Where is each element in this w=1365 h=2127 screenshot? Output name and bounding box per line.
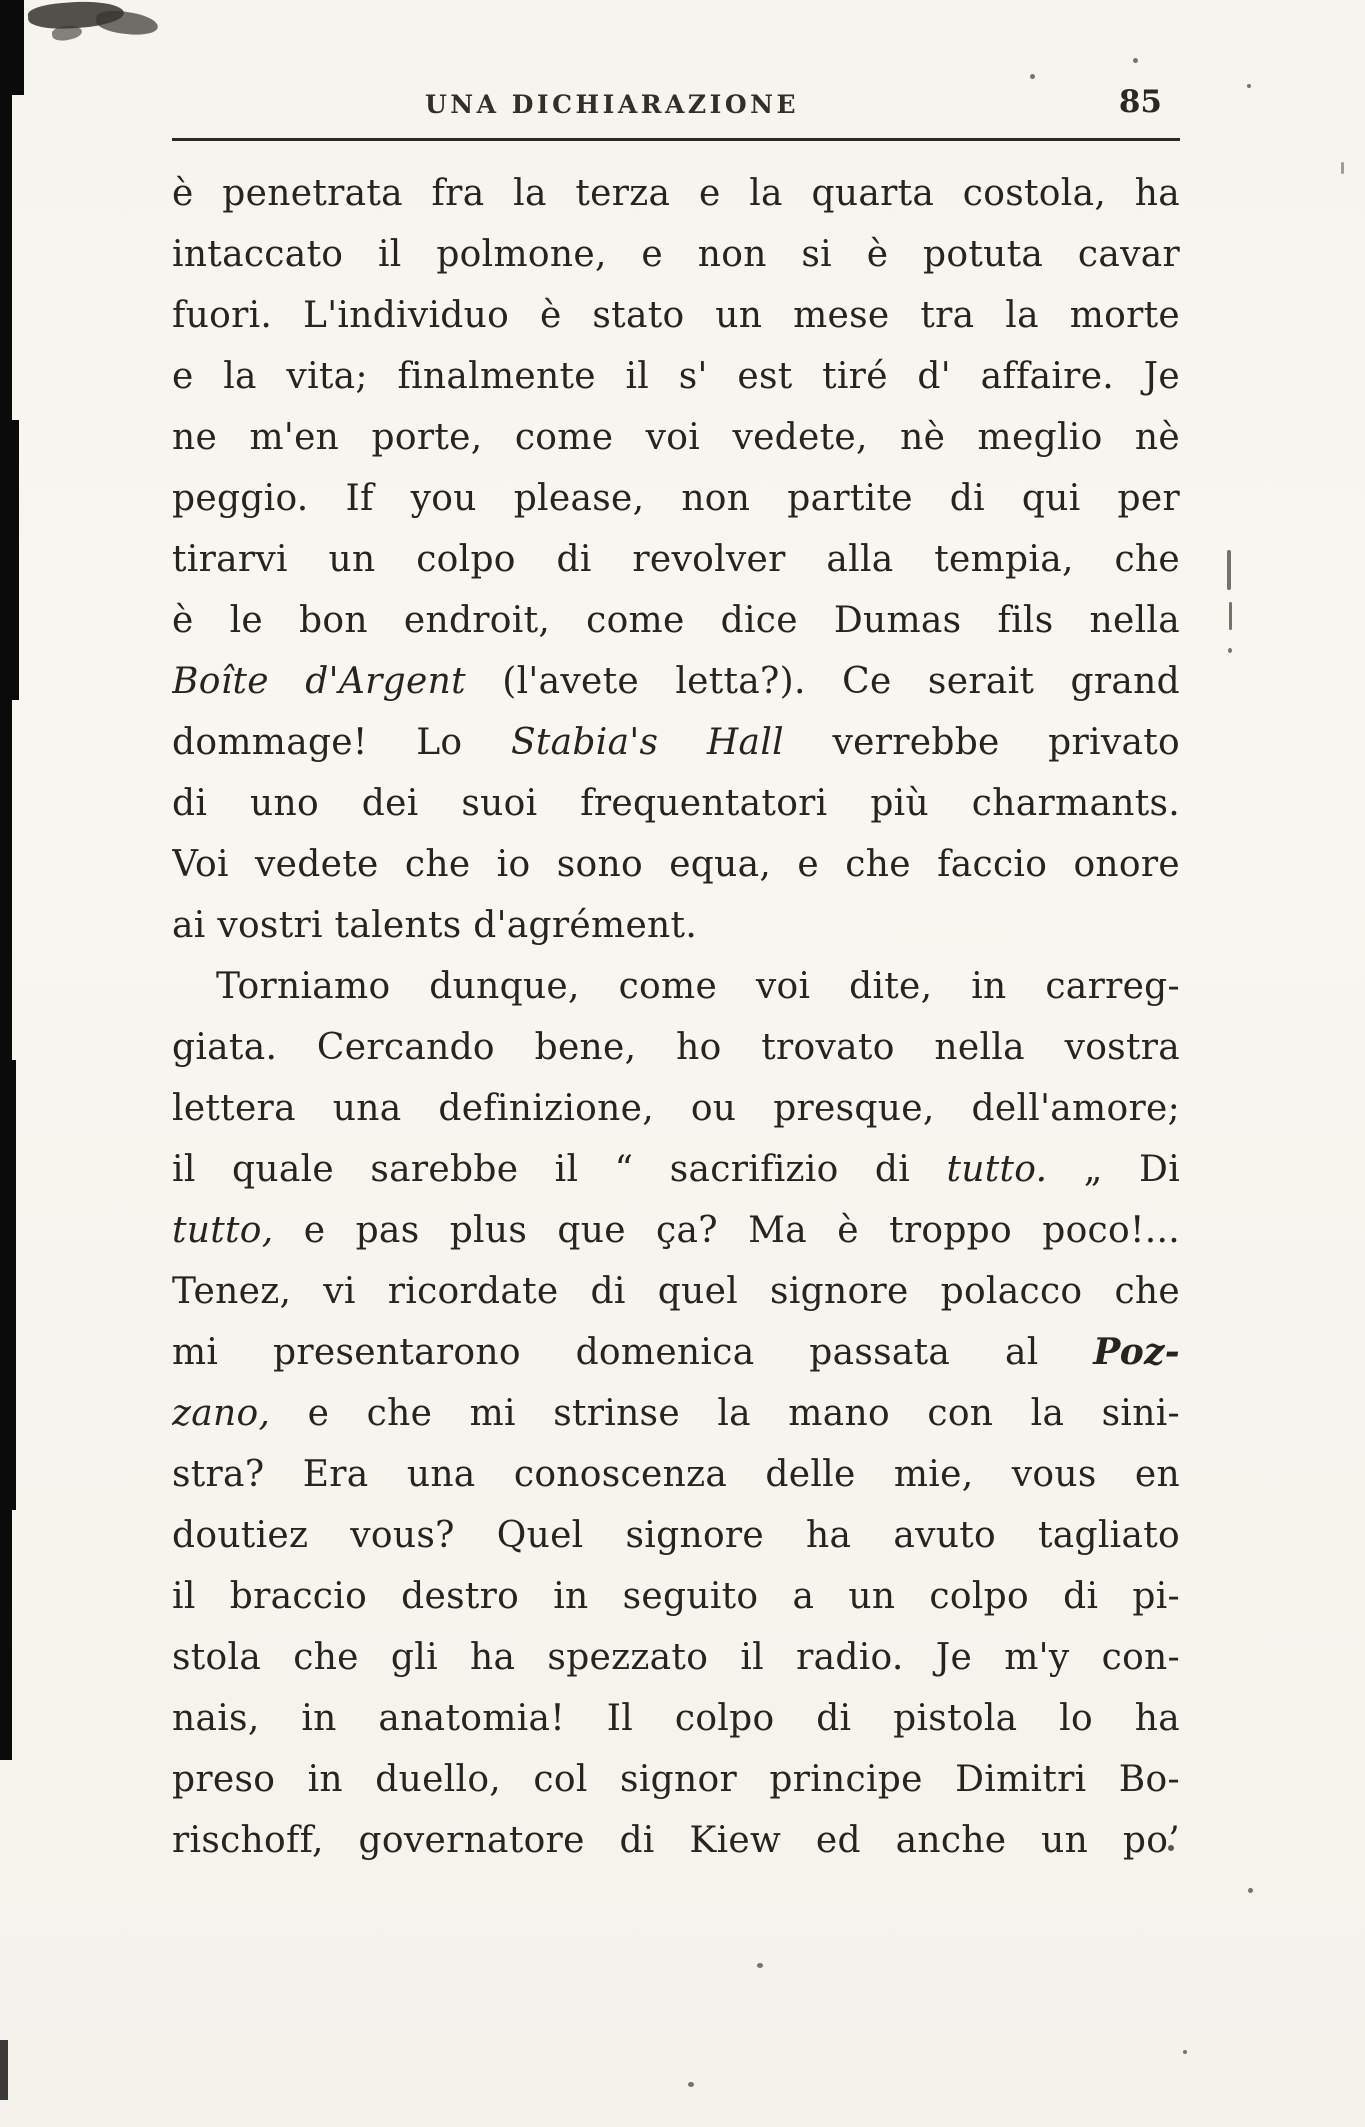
text-line: [172, 285, 1180, 346]
text-line: [172, 1444, 1180, 1505]
text-block: [172, 163, 1180, 1871]
body-text: nais, in anatomia! Il colpo di pistola lo ha: [172, 1698, 1180, 1739]
scan-edge-strip-top: [0, 0, 24, 95]
body-text: il quale sarebbe il “ sacrifizio di: [172, 1149, 947, 1190]
body-text: è le bon endroit, come dice Dumas fils nella: [172, 600, 1180, 641]
scan-edge-strip-mid: [0, 420, 19, 700]
text-line: [172, 590, 1180, 651]
text-line: [172, 468, 1180, 529]
body-text: verrebbe privato: [783, 722, 1180, 763]
running-title: UNA DICHIARAZIONE: [425, 90, 800, 119]
body-text: Voi vedete che io sono equa, e che faccio onore: [172, 844, 1180, 885]
body-text: preso in duello, col signor principe Dimitri Bo-: [172, 1759, 1180, 1800]
emphasized-text: Poz-: [1093, 1331, 1180, 1373]
scan-speck: [1183, 2050, 1187, 2054]
emphasized-text: tutto.: [946, 1149, 1048, 1190]
body-text: tirarvi un colpo di revolver alla tempia, che: [172, 539, 1180, 580]
text-line: [172, 1017, 1180, 1078]
text-line: [172, 712, 1180, 773]
text-line: [172, 895, 1180, 956]
scan-speck: [757, 1963, 763, 1968]
scan-margin-mark: [1341, 162, 1344, 174]
text-line: [172, 1627, 1180, 1688]
scan-margin-mark: [1229, 602, 1232, 630]
body-text: peggio. If you please, non partite di qui per: [172, 478, 1180, 519]
scan-edge-strip-low: [0, 1060, 16, 1510]
text-line: [172, 1261, 1180, 1322]
scan-smudge: [95, 9, 159, 37]
text-line: [172, 163, 1180, 224]
body-text: il braccio destro in seguito a un colpo di pi-: [172, 1576, 1180, 1617]
body-text: giata. Cercando bene, ho trovato nella vostra: [172, 1027, 1180, 1068]
text-line: [172, 1322, 1180, 1383]
scan-speck: [1248, 1888, 1253, 1893]
body-text: di uno dei suoi frequentatori più charmants.: [172, 783, 1180, 824]
body-text: intaccato il polmone, e non si è potuta cavar: [172, 234, 1180, 275]
scan-speck: [1228, 648, 1232, 653]
body-text: lettera una definizione, ou presque, dell'amore;: [172, 1088, 1180, 1129]
text-line: [172, 834, 1180, 895]
text-line: [172, 407, 1180, 468]
body-text: Tenez, vi ricordate di quel signore polacco che: [172, 1271, 1180, 1312]
body-text: è penetrata fra la terza e la quarta costola, ha: [172, 173, 1180, 214]
body-text: stola che gli ha spezzato il radio. Je m'y con-: [172, 1637, 1180, 1678]
scan-speck: [688, 2082, 694, 2087]
text-line: [172, 224, 1180, 285]
emphasized-text: tutto,: [172, 1210, 274, 1251]
scan-speck: [1133, 58, 1138, 63]
text-line: [172, 1139, 1180, 1200]
body-text: dommage! Lo: [172, 722, 511, 763]
body-text: (l'avete letta?). Ce serait grand: [465, 661, 1180, 702]
body-text: fuori. L'individuo è stato un mese tra la morte: [172, 295, 1180, 336]
text-line: [172, 773, 1180, 834]
text-line: [172, 1078, 1180, 1139]
emphasized-text: zano,: [172, 1393, 271, 1434]
scan-speck: [1030, 74, 1035, 79]
text-line: [172, 1505, 1180, 1566]
body-text: ai vostri talents d'agrément.: [172, 905, 698, 946]
body-text: rischoff, governatore di Kiew ed anche un po’: [172, 1820, 1180, 1861]
text-line: [172, 346, 1180, 407]
text-line: [172, 1688, 1180, 1749]
text-line: [172, 1749, 1180, 1810]
text-line: [172, 1383, 1180, 1444]
text-line: [172, 1566, 1180, 1627]
text-line: [172, 956, 1180, 1017]
header-rule: [172, 138, 1180, 141]
text-line: [172, 529, 1180, 590]
body-text: Torniamo dunque, come voi dite, in carreg-: [216, 966, 1180, 1007]
emphasized-text: Stabia's Hall: [510, 722, 784, 763]
body-text: e pas plus que ça? Ma è troppo poco!...: [273, 1210, 1180, 1251]
body-text: e la vita; finalmente il s' est tiré d' affaire. Je: [172, 356, 1180, 397]
text-line: [172, 1200, 1180, 1261]
scan-edge-strip-bottom: [0, 2040, 8, 2100]
body-text: doutiez vous? Quel signore ha avuto tagliato: [172, 1515, 1180, 1556]
emphasized-text: Boîte d'Argent: [172, 661, 466, 702]
scan-speck: [1247, 84, 1251, 88]
body-text: stra? Era una conoscenza delle mie, vous en: [172, 1454, 1180, 1495]
text-line: [172, 1810, 1180, 1871]
body-text: ne m'en porte, come voi vedete, nè meglio nè: [172, 417, 1180, 458]
body-text: mi presentarono domenica passata al: [172, 1332, 1094, 1373]
page-header: [172, 84, 1180, 124]
body-text: „ Di: [1047, 1149, 1180, 1190]
body-text: e che mi strinse la mano con la sini-: [270, 1393, 1180, 1434]
scan-margin-mark: [1227, 550, 1231, 590]
text-line: [172, 651, 1180, 712]
page-number: 85: [1118, 84, 1162, 120]
